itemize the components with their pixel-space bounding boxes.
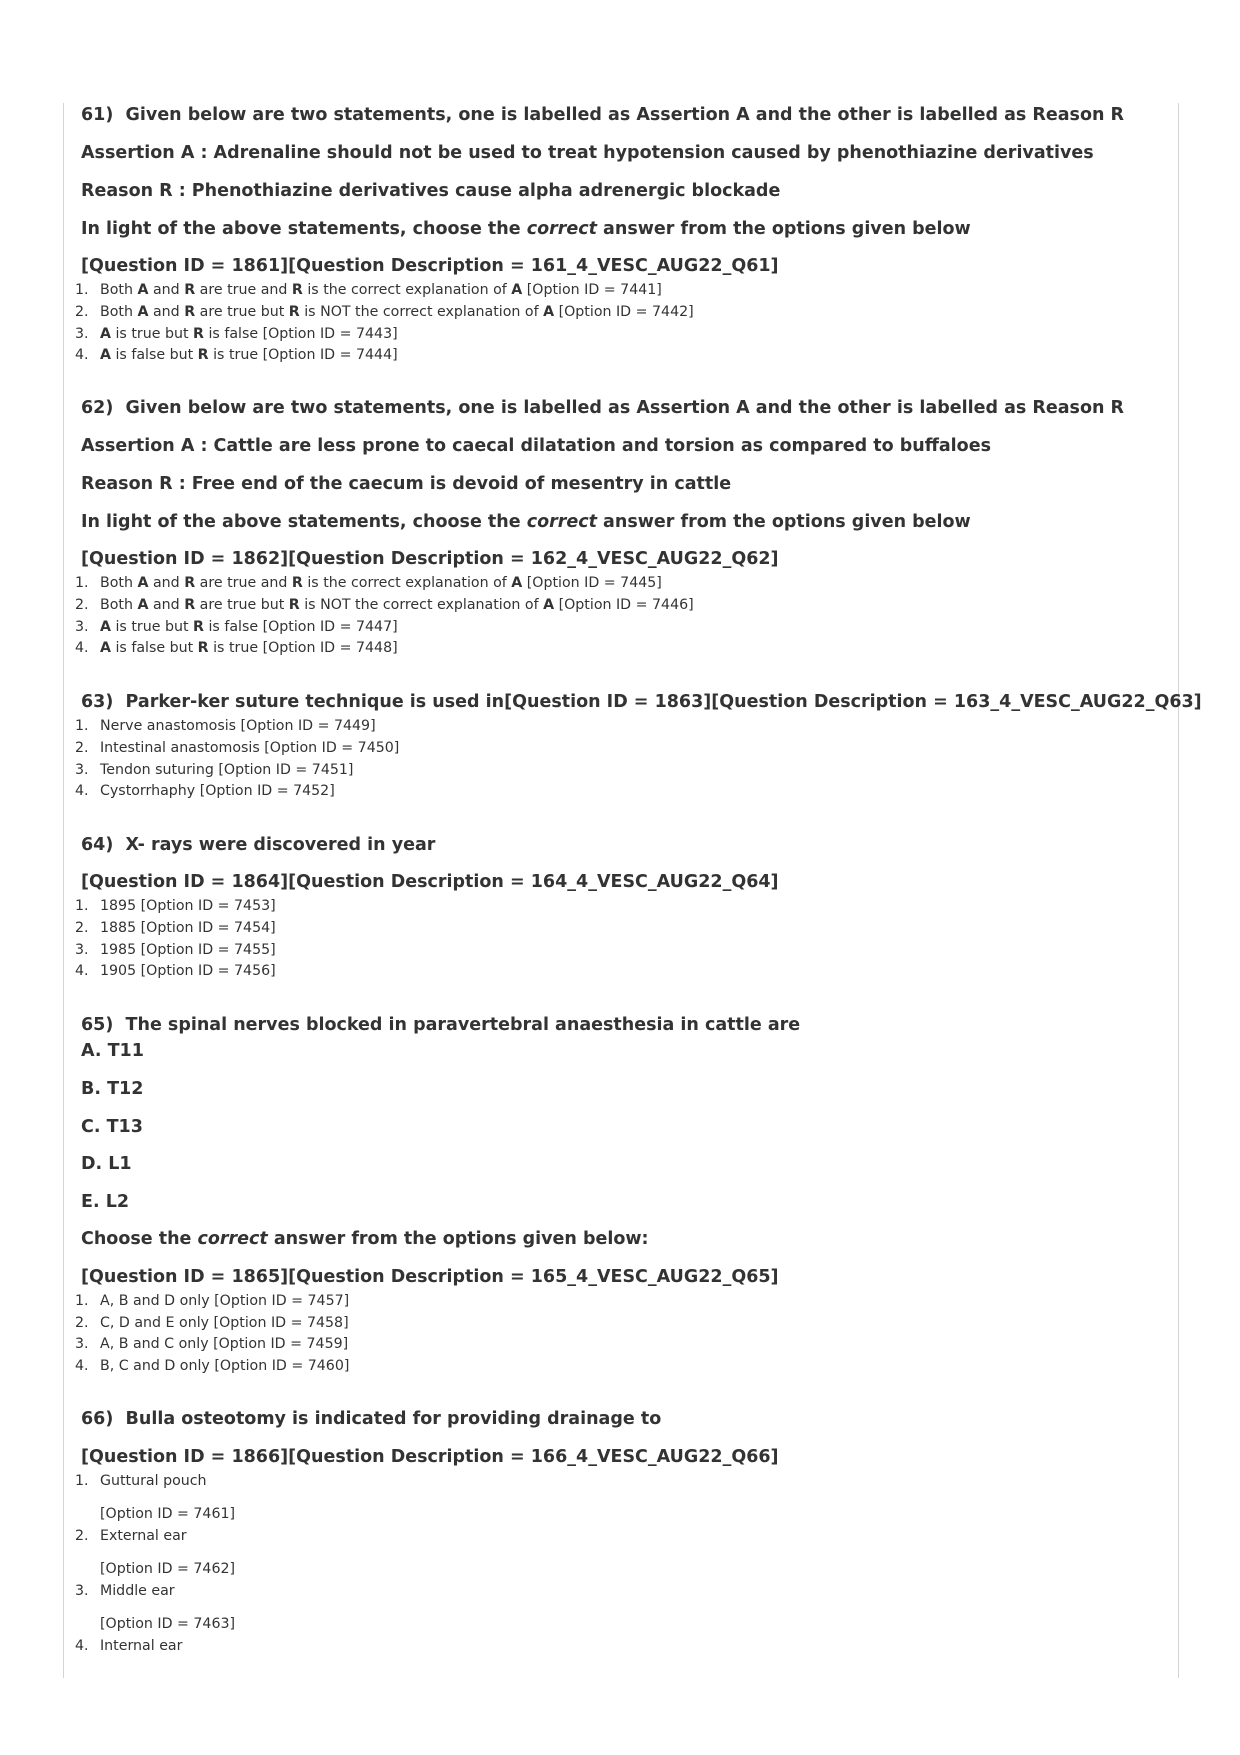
page-border-left: [63, 103, 64, 1678]
question-62-option-2[interactable]: 2. Both A and R are true but R is NOT the correct explanation of A [Option ID = 7446]: [75, 597, 694, 613]
question-65-option-4[interactable]: 4. B, C and D only [Option ID = 7460]: [75, 1358, 350, 1374]
question-66-option-1[interactable]: 1. Guttural pouch: [75, 1473, 207, 1489]
question-65-item-d: D. L1: [81, 1154, 132, 1174]
question-62-option-1[interactable]: 1. Both A and R are true and R is the correct explanation of A [Option ID = 7445]: [75, 575, 662, 591]
question-66-title: 66) Bulla osteotomy is indicated for providing drainage to: [81, 1409, 662, 1429]
question-61-reason: Reason R : Phenothiazine derivatives cause alpha adrenergic blockade: [81, 181, 781, 201]
question-66-option-3-id: [Option ID = 7463]: [100, 1616, 236, 1632]
question-66-option-2[interactable]: 2. External ear: [75, 1528, 187, 1544]
question-63-option-2[interactable]: 2. Intestinal anastomosis [Option ID = 7450]: [75, 740, 400, 756]
question-61-option-2[interactable]: 2. Both A and R are true but R is NOT the correct explanation of A [Option ID = 7442]: [75, 304, 694, 320]
question-63-option-1[interactable]: 1. Nerve anastomosis [Option ID = 7449]: [75, 718, 376, 734]
question-64-option-1[interactable]: 1. 1895 [Option ID = 7453]: [75, 898, 276, 914]
question-63-option-3[interactable]: 3. Tendon suturing [Option ID = 7451]: [75, 762, 354, 778]
question-66-option-4[interactable]: 4. Internal ear: [75, 1638, 183, 1654]
question-65-title: 65) The spinal nerves blocked in paravertebral anaesthesia in cattle are: [81, 1015, 801, 1035]
question-65-item-a: A. T11: [81, 1041, 144, 1061]
question-66-option-3[interactable]: 3. Middle ear: [75, 1583, 175, 1599]
question-61-instruction: In light of the above statements, choose the correct answer from the options given below: [81, 219, 971, 239]
question-64-option-2[interactable]: 2. 1885 [Option ID = 7454]: [75, 920, 276, 936]
question-65-item-c: C. T13: [81, 1117, 143, 1137]
question-61-assertion: Assertion A : Adrenaline should not be used to treat hypotension caused by phenothiazine derivatives: [81, 143, 1094, 163]
question-63-option-4[interactable]: 4. Cystorrhaphy [Option ID = 7452]: [75, 783, 335, 799]
question-66-option-1-id: [Option ID = 7461]: [100, 1506, 236, 1522]
question-62-option-4[interactable]: 4. A is false but R is true [Option ID = 7448]: [75, 640, 398, 656]
question-63-title: 63) Parker-ker suture technique is used in[Question ID = 1863][Question Description = 163_4_VESC_AUG22_Q63]: [81, 692, 1202, 712]
question-65-option-2[interactable]: 2. C, D and E only [Option ID = 7458]: [75, 1315, 349, 1331]
question-64-title: 64) X- rays were discovered in year: [81, 835, 436, 855]
question-66-meta: [Question ID = 1866][Question Description = 166_4_VESC_AUG22_Q66]: [81, 1447, 779, 1467]
question-62-assertion: Assertion A : Cattle are less prone to caecal dilatation and torsion as compared to buffaloes: [81, 436, 991, 456]
question-61-title: 61) Given below are two statements, one is labelled as Assertion A and the other is labelled as Reason R: [81, 105, 1125, 125]
page-border-right: [1178, 103, 1179, 1678]
question-64-meta: [Question ID = 1864][Question Description = 164_4_VESC_AUG22_Q64]: [81, 872, 779, 892]
question-61-option-4[interactable]: 4. A is false but R is true [Option ID = 7444]: [75, 347, 398, 363]
question-62-instruction: In light of the above statements, choose the correct answer from the options given below: [81, 512, 971, 532]
question-65-option-3[interactable]: 3. A, B and C only [Option ID = 7459]: [75, 1336, 349, 1352]
question-62-title: 62) Given below are two statements, one is labelled as Assertion A and the other is labelled as Reason R: [81, 398, 1125, 418]
question-62-reason: Reason R : Free end of the caecum is devoid of mesentry in cattle: [81, 474, 732, 494]
question-66-option-2-id: [Option ID = 7462]: [100, 1561, 236, 1577]
question-65-instruction: Choose the correct answer from the options given below:: [81, 1229, 649, 1249]
question-64-option-3[interactable]: 3. 1985 [Option ID = 7455]: [75, 942, 276, 958]
question-61-meta: [Question ID = 1861][Question Description = 161_4_VESC_AUG22_Q61]: [81, 256, 779, 276]
question-65-item-e: E. L2: [81, 1192, 130, 1212]
question-65-meta: [Question ID = 1865][Question Description = 165_4_VESC_AUG22_Q65]: [81, 1267, 779, 1287]
question-61-option-1[interactable]: 1. Both A and R are true and R is the correct explanation of A [Option ID = 7441]: [75, 282, 662, 298]
question-62-option-3[interactable]: 3. A is true but R is false [Option ID = 7447]: [75, 619, 398, 635]
question-65-item-b: B. T12: [81, 1079, 144, 1099]
question-65-option-1[interactable]: 1. A, B and D only [Option ID = 7457]: [75, 1293, 350, 1309]
question-61-option-3[interactable]: 3. A is true but R is false [Option ID = 7443]: [75, 326, 398, 342]
question-64-option-4[interactable]: 4. 1905 [Option ID = 7456]: [75, 963, 276, 979]
question-62-meta: [Question ID = 1862][Question Description = 162_4_VESC_AUG22_Q62]: [81, 549, 779, 569]
